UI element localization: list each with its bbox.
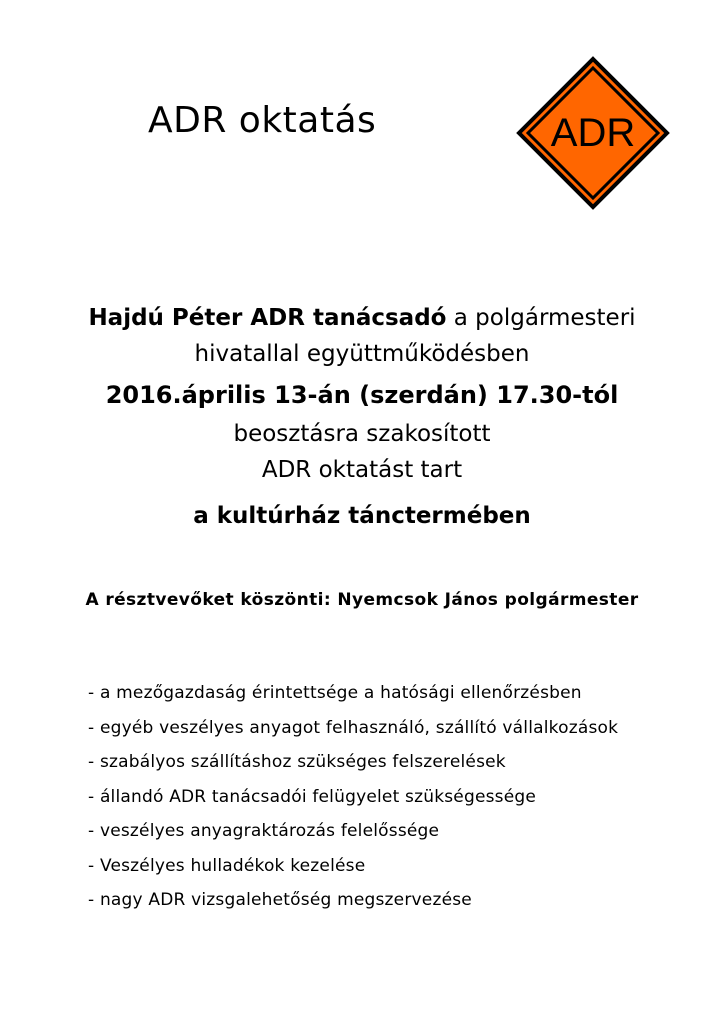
list-item: - állandó ADR tanácsadói felügyelet szükségessége xyxy=(88,786,537,807)
event-date: 2016.április 13-án (szerdán) 17.30-tól xyxy=(105,381,619,409)
announcement-line-1-rest: a polgármesteri xyxy=(446,305,636,331)
event-location: a kultúrház tánctermében xyxy=(193,503,531,529)
announcement-line-2: hivatallal együttműködésben xyxy=(194,341,530,367)
welcome-line: A résztvevőket köszönti: Nyemcsok János polgármester xyxy=(85,590,639,610)
announcement-line-5: ADR oktatást tart xyxy=(261,457,463,483)
list-item: - Veszélyes hulladékok kezelése xyxy=(88,855,366,876)
adr-warning-sign xyxy=(516,56,670,210)
announcement-block xyxy=(0,300,724,534)
topic-list xyxy=(88,676,618,918)
list-item: - veszélyes anyagraktározás felelőssége xyxy=(88,821,440,841)
announcement-line-1 xyxy=(0,300,724,336)
announcement-line-4: beosztásra szakosított xyxy=(233,421,491,447)
adr-sign-label: ADR xyxy=(550,110,636,155)
page-title: ADR oktatás xyxy=(148,100,377,141)
list-item: - a mezőgazdaság érintettsége a hatósági ellenőrzésben xyxy=(88,683,582,703)
list-item: - szabályos szállításhoz szükséges felszerelések xyxy=(88,752,506,772)
list-item: - nagy ADR vizsgalehetőség megszervezése xyxy=(88,890,472,910)
list-item: - egyéb veszélyes anyagot felhasználó, szállító vállalkozások xyxy=(88,717,619,738)
presenter-name: Hajdú Péter ADR tanácsadó xyxy=(88,305,447,331)
